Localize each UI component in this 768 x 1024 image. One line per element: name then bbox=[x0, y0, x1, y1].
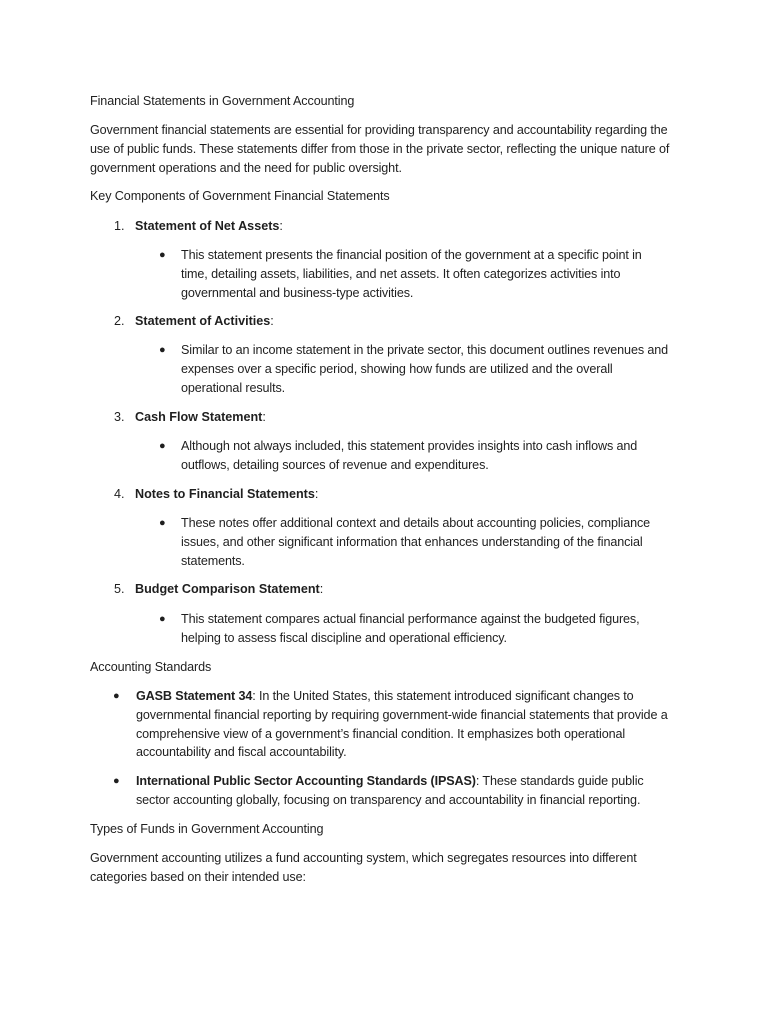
intro-paragraph: Government financial statements are essential for providing transparency and accountability regarding the use of public funds. These statements differ from those in the private sector, reflecting the unique nature of government operations and the need for public oversight. bbox=[90, 123, 670, 175]
component-detail-text: This statement presents the financial position of the government at a specific point in time, detailing assets, liabilities, and net assets. It often categorizes activities into governmental and business-type activities. bbox=[181, 248, 642, 300]
bullet-icon: ● bbox=[159, 440, 166, 452]
component-suffix: : bbox=[262, 410, 266, 424]
component-name: Budget Comparison Statement bbox=[135, 582, 320, 596]
bullet-icon: ● bbox=[159, 344, 166, 356]
bullet-icon: ● bbox=[159, 613, 166, 625]
bullet-icon: ● bbox=[159, 249, 166, 261]
component-number: 2. bbox=[114, 314, 125, 328]
funds-intro-paragraph: Government accounting utilizes a fund accounting system, which segregates resources into different categories based on their intended use: bbox=[90, 851, 637, 884]
component-number: 5. bbox=[114, 582, 125, 596]
bullet-icon: ● bbox=[113, 690, 120, 702]
standard-text: : In the United States, this statement introduced significant changes to governmental financial reporting by requiring government-wide financial statements that provide a comprehensive view of a government’s financial condition. It emphasizes both operational accountability and fiscal accountability. bbox=[136, 689, 668, 760]
component-suffix: : bbox=[319, 582, 324, 596]
standard-name: GASB Statement 34 bbox=[136, 689, 253, 703]
document-title: Financial Statements in Government Accounting bbox=[90, 94, 355, 108]
component-detail-text: These notes offer additional context and details about accounting policies, compliance issues, and other significant information that enhances understanding of the financial statements. bbox=[181, 516, 651, 568]
component-detail-text: Although not always included, this statement provides insights into cash inflows and outflows, detailing sources of revenue and expenditures. bbox=[181, 439, 638, 472]
component-suffix: : bbox=[270, 314, 274, 328]
component-detail-text: This statement compares actual financial performance against the budgeted figures, helping to assess fiscal discipline and operational efficiency. bbox=[181, 612, 640, 645]
component-number: 3. bbox=[114, 410, 125, 424]
bullet-icon: ● bbox=[113, 775, 120, 787]
components-heading: Key Components of Government Financial Statements bbox=[90, 189, 390, 203]
component-suffix: : bbox=[279, 219, 283, 233]
funds-heading: Types of Funds in Government Accounting bbox=[90, 822, 324, 836]
standard-text: : These standards guide public sector accounting globally, focusing on transparency and accountability in financial reporting. bbox=[136, 774, 644, 807]
component-name: Statement of Activities bbox=[135, 314, 271, 328]
standards-heading: Accounting Standards bbox=[90, 660, 212, 674]
component-name: Cash Flow Statement bbox=[135, 410, 263, 424]
component-suffix: : bbox=[314, 487, 319, 501]
component-name: Statement of Net Assets bbox=[135, 219, 280, 233]
component-name: Notes to Financial Statements bbox=[135, 487, 315, 501]
standard-name: International Public Sector Accounting Standards (IPSAS) bbox=[136, 774, 476, 788]
component-number: 1. bbox=[114, 219, 125, 233]
component-detail-text: Similar to an income statement in the private sector, this document outlines revenues and expenses over a specific period, showing how funds are utilized and the overall operational results. bbox=[181, 343, 669, 395]
component-number: 4. bbox=[114, 487, 125, 501]
bullet-icon: ● bbox=[159, 517, 166, 529]
